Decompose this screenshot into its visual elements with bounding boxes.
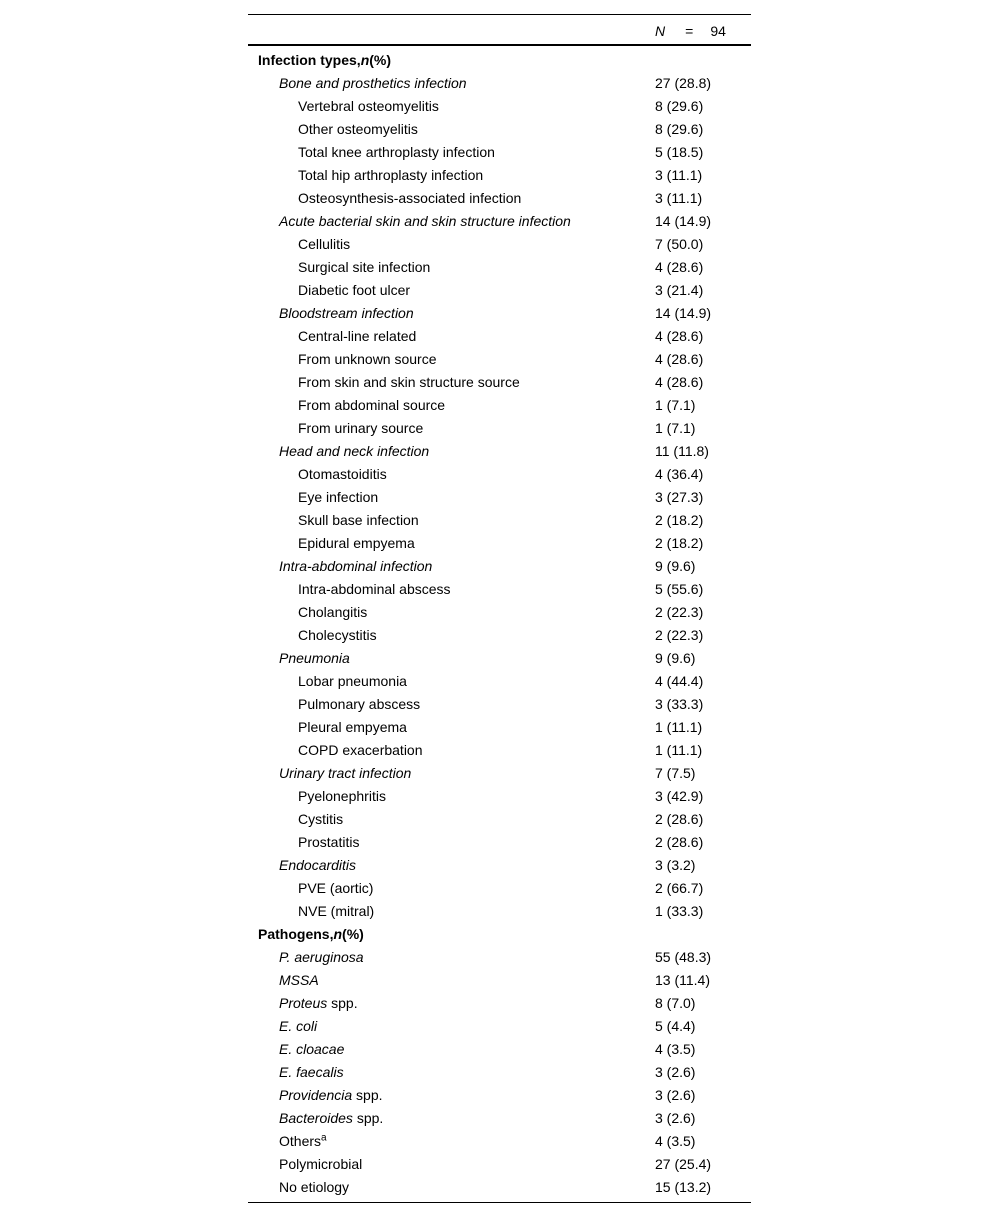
row-value: 4 (3.5) [655,1041,696,1057]
row-value: 4 (36.4) [655,466,704,482]
label-part: Prostatitis [298,834,360,850]
row-label [279,302,414,325]
table-row [248,946,751,969]
section-title [258,923,364,946]
label-part: Total knee arthroplasty infection [298,144,495,160]
label-part: Cholangitis [298,604,368,620]
label-part: Pleural empyema [298,719,407,735]
row-value: 27 (25.4) [655,1156,712,1172]
row-value: 7 (50.0) [655,236,704,252]
label-part: (%) [342,926,364,942]
table-row [248,72,751,95]
row-label [279,647,350,670]
row-value: 1 (33.3) [655,903,704,919]
label-part: spp. [352,1087,383,1103]
label-part: (%) [369,52,392,68]
table-row [248,141,751,164]
row-value: 2 (22.3) [655,604,704,620]
table-row [248,601,751,624]
table-row [248,233,751,256]
row-value: 3 (33.3) [655,696,704,712]
label-part: Pneumonia [279,650,350,666]
table-row [248,877,751,900]
label-part: From unknown source [298,351,437,367]
label-part: Skull base infection [298,512,419,528]
row-label [298,578,451,601]
table-row [248,854,751,877]
label-part: Lobar pneumonia [298,673,407,689]
table-row [248,578,751,601]
label-part: Diabetic foot ulcer [298,282,411,298]
label-part: Eye infection [298,489,379,505]
row-label [298,532,415,555]
row-label [298,900,374,923]
label-part: Head and neck infection [279,443,430,459]
label-part: Total hip arthroplasty infection [298,167,484,183]
n-value: 94 [710,22,726,39]
equals-sign: = [685,22,694,39]
label-part: Osteosynthesis-associated infection [298,190,522,206]
table-row [248,118,751,141]
table-row [248,1176,751,1199]
label-part: n [360,52,370,68]
label-part: Epidural empyema [298,535,415,551]
row-value: 14 (14.9) [655,213,712,229]
row-label [279,992,358,1015]
table-row [248,647,751,670]
table-row [248,348,751,371]
table-row [248,693,751,716]
table-row [248,670,751,693]
row-value: 4 (28.6) [655,328,704,344]
table-row [248,992,751,1015]
table-row [248,1038,751,1061]
table-row [248,1084,751,1107]
table-row [248,371,751,394]
table-row [248,716,751,739]
n-symbol: N [655,22,666,39]
row-value: 4 (28.6) [655,374,704,390]
row-label [279,210,571,233]
row-value: 1 (11.1) [655,742,703,758]
label-part: Pathogens, [258,926,334,942]
row-value: 3 (2.6) [655,1110,696,1126]
table-row [248,1015,751,1038]
label-part: NVE (mitral) [298,903,375,919]
table-row [248,762,751,785]
table-header-row [248,15,751,46]
row-value: 2 (28.6) [655,834,704,850]
table-row [248,279,751,302]
row-label [298,831,359,854]
table-row [248,1130,751,1153]
table-row [248,440,751,463]
row-value: 3 (11.1) [655,190,703,206]
table-row [248,785,751,808]
label-part: Other osteomyelitis [298,121,418,137]
row-value: 3 (2.6) [655,1064,696,1080]
table-row [248,486,751,509]
row-value: 1 (11.1) [655,719,703,735]
table-row [248,900,751,923]
row-value: 2 (18.2) [655,535,704,551]
table-row [248,509,751,532]
row-label [279,440,429,463]
label-part: Bacteroides [279,1110,353,1126]
row-label [279,1153,362,1176]
table-body [248,46,751,1203]
row-value: 5 (4.4) [655,1018,696,1034]
row-label [279,946,364,969]
row-label [279,854,356,877]
row-label [298,739,423,762]
row-value: 2 (18.2) [655,512,704,528]
row-value: 8 (29.6) [655,98,704,114]
row-value: 1 (7.1) [655,420,696,436]
summary-table [248,14,751,1203]
row-value: 1 (7.1) [655,397,696,413]
label-part: E. faecalis [279,1064,344,1080]
table-row [248,624,751,647]
row-value: 2 (66.7) [655,880,704,896]
row-value: 8 (7.0) [655,995,696,1011]
label-part: Intra-abdominal abscess [298,581,451,597]
row-value: 2 (28.6) [655,811,704,827]
row-label [298,601,367,624]
table-row [248,95,751,118]
row-label [298,141,495,164]
row-value: 27 (28.8) [655,75,712,91]
label-part: E. cloacae [279,1041,345,1057]
label-part: No etiology [279,1179,350,1195]
label-part: n [333,926,343,942]
row-label [298,417,423,440]
row-label [298,256,430,279]
table-row [248,210,751,233]
row-label [298,233,350,256]
label-part: Pulmonary abscess [298,696,421,712]
row-label [279,762,411,785]
row-value: 55 (48.3) [655,949,712,965]
label-part: Polymicrobial [279,1156,363,1172]
table-row [248,325,751,348]
label-part: Endocarditis [279,857,357,873]
row-label [279,1130,327,1153]
row-value: 9 (9.6) [655,558,696,574]
row-label [298,509,419,532]
row-label [298,164,483,187]
row-label [298,670,407,693]
section-header-row [248,923,751,946]
label-part: spp. [327,995,358,1011]
row-label [279,72,467,95]
sample-size [655,15,726,46]
label-part: Cholecystitis [298,627,377,643]
section-title [258,49,391,72]
row-label [279,1061,344,1084]
row-value: 15 (13.2) [655,1179,712,1195]
table-row [248,463,751,486]
row-label [298,624,377,647]
label-part: Surgical site infection [298,259,431,275]
row-label [298,463,387,486]
row-label [298,877,373,900]
label-part: From abdominal source [298,397,446,413]
table-row [248,187,751,210]
label-part: From urinary source [298,420,424,436]
row-label [298,785,386,808]
row-label [279,1084,383,1107]
row-value: 3 (11.1) [655,167,703,183]
row-value: 4 (28.6) [655,351,704,367]
table-row [248,394,751,417]
row-label [279,1015,317,1038]
row-value: 11 (11.8) [655,443,709,459]
row-value: 4 (44.4) [655,673,704,689]
label-part: spp. [352,1110,384,1126]
label-part: PVE (aortic) [298,880,374,896]
row-value: 7 (7.5) [655,765,696,781]
label-part: Cystitis [298,811,344,827]
row-label [298,279,410,302]
row-label [298,348,437,371]
row-label [298,394,445,417]
table-row [248,1061,751,1084]
row-label [298,716,407,739]
table-row [248,739,751,762]
table-row [248,302,751,325]
label-part: Bloodstream infection [279,305,414,321]
table-row [248,256,751,279]
table-row [248,808,751,831]
label-part: COPD exacerbation [298,742,423,758]
row-label [279,555,432,578]
row-value: 3 (27.3) [655,489,704,505]
row-label [298,187,521,210]
label-part: Vertebral osteomyelitis [298,98,439,114]
table-row [248,1107,751,1130]
label-part: From skin and skin structure source [298,374,520,390]
row-label [298,95,439,118]
row-value: 13 (11.4) [655,972,710,988]
row-label [298,808,343,831]
label-part: Intra-abdominal infection [279,558,433,574]
row-value: 3 (3.2) [655,857,696,873]
table-row [248,831,751,854]
row-value: 3 (21.4) [655,282,704,298]
row-value: 9 (9.6) [655,650,696,666]
table-row [248,969,751,992]
label-part: P. aeruginosa [279,949,364,965]
row-label [298,325,416,348]
table-row [248,555,751,578]
label-part: Central-line related [298,328,417,344]
row-label [298,371,520,394]
row-value: 3 (42.9) [655,788,704,804]
label-part: E. coli [279,1018,318,1034]
label-part: Pyelonephritis [298,788,386,804]
label-part: Acute bacterial skin and skin structure infection [279,213,571,229]
section-header-row [248,49,751,72]
row-value: 5 (18.5) [655,144,704,160]
label-part: Urinary tract infection [279,765,412,781]
row-value: 4 (3.5) [655,1133,696,1149]
row-label [298,486,378,509]
row-label [279,1038,344,1061]
row-label [298,118,418,141]
row-value: 14 (14.9) [655,305,712,321]
row-label [279,1176,349,1199]
label-part: Otomastoiditis [298,466,387,482]
table-row [248,417,751,440]
row-value: 2 (22.3) [655,627,704,643]
label-part: Proteus [279,995,328,1011]
label-part: Others [279,1133,322,1149]
row-value: 8 (29.6) [655,121,704,137]
label-part: Bone and prosthetics infection [279,75,467,91]
label-part: Cellulitis [298,236,351,252]
row-label [298,693,420,716]
table-row [248,532,751,555]
footnote-marker: a [321,1132,327,1144]
table-row [248,164,751,187]
table-row [248,1153,751,1176]
row-value: 4 (28.6) [655,259,704,275]
row-label [279,969,319,992]
label-part: Providencia [279,1087,353,1103]
label-part: MSSA [279,972,319,988]
label-part: Infection types, [258,52,361,68]
row-label [279,1107,383,1130]
row-value: 5 (55.6) [655,581,704,597]
row-value: 3 (2.6) [655,1087,696,1103]
